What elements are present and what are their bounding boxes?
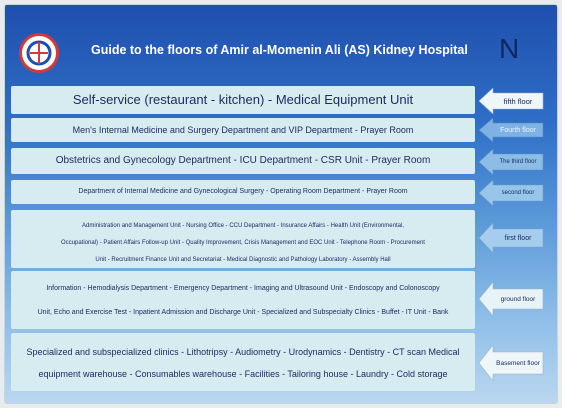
floor-arrow-second (479, 180, 545, 206)
floor-label: Basement floor (496, 359, 540, 367)
floor-description-line: Department of Internal Medicine and Gynecological Surgery - Operating Room Department - Prayer Room (78, 188, 408, 195)
floor-arrow-fourth (479, 118, 545, 142)
floor-box-first (11, 210, 475, 268)
floor-guide-sign (4, 4, 558, 404)
floor-description-line: Obstetrics and Gynecology Department - ICU Department - CSR Unit - Prayer Room (55, 155, 431, 166)
floor-label: Fourth floor (500, 126, 536, 134)
floor-description-line: Self-service (restaurant - kitchen) - Medical Equipment Unit (72, 92, 414, 107)
floor-box-third (11, 148, 475, 174)
floor-label: first floor (504, 234, 532, 242)
floor-box-basement (11, 333, 475, 391)
sign-title: Guide to the floors of Amir al-Momenin Ali (AS) Kidney Hospital (91, 43, 468, 57)
floor-arrow-first (479, 223, 545, 253)
floor-arrow-fifth (479, 88, 545, 114)
floor-box-fourth (11, 118, 475, 142)
floor-arrow-ground (479, 282, 545, 316)
floor-description-line: Administration and Management Unit - Nursing Office - CCU Department - Insurance Affairs - Health Unit (Environmental, (82, 223, 404, 229)
floor-description-line: Unit - Recruitment Finance Unit and Secretariat - Medical Diagnostic and Pathology Laboratory - Assembly Hall (95, 257, 391, 263)
floor-box-fifth (11, 86, 475, 114)
floor-description-line: Men's Internal Medicine and Surgery Department and VIP Department - Prayer Room (72, 125, 414, 135)
floor-label: fifth floor (503, 96, 533, 106)
floor-description-line: Information - Hemodialysis Department - Emergency Department - Imaging and Ultrasound Unit - Endoscopy and Colonoscopy (46, 285, 440, 292)
floor-description-line: equipment warehouse - Consumables warehouse - Facilities - Tailoring house - Laundry - Cold storage (38, 369, 448, 379)
floor-arrow-basement (479, 345, 545, 381)
floor-description-line: Unit, Echo and Exercise Test - Inpatient Admission and Discharge Unit - Specialized and Subspecialty Clinics - Buffet - IT Unit - Bank (37, 309, 449, 316)
floor-label: The third floor (499, 159, 537, 165)
floor-box-ground (11, 271, 475, 329)
floor-label: ground floor (500, 295, 536, 303)
floor-arrow-third (479, 149, 545, 175)
floor-description-line: Occupational) - Patient Affairs Follow-up Unit - Quality Improvement, Crisis Management and EOC Unit - Telephone Room - Procurement (61, 240, 425, 246)
floor-description-line: Specialized and subspecialized clinics - Lithotripsy - Audiometry - Urodynamics - Dentistry - CT scan Medical (26, 347, 460, 357)
floor-label: second floor (501, 190, 535, 196)
north-indicator: N (499, 33, 520, 64)
hospital-logo (19, 33, 59, 73)
floor-box-second (11, 180, 475, 204)
